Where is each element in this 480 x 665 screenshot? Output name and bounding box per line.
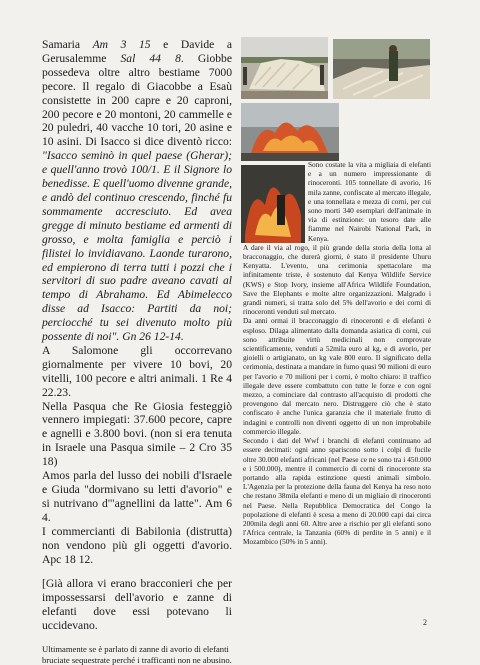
page-number: 2 [423, 618, 427, 627]
paragraph-josiah: Nella Pasqua che Re Giosia festeggiò vennero impiegati: 37.600 pecore, capre e agnelli e 3.800 bovi. (non si era tenuta in Israele una Pasqua simile – 2 Cro 35 18) [42, 399, 232, 469]
paragraph-solomon: A Salomone gli occorrevano giornalmente per vivere 10 bovi, 20 vitelli, 100 pecore e altri animali. 1 Re 4 22.23. [42, 343, 232, 399]
paragraph-amos: Amos parla del lusso dei nobili d'Israele e Giuda "dormivano su letti d'avorio" e si nutrivano d'"agnellini da latte". Am 6 4. [42, 469, 232, 524]
citation: Am 3 15 [92, 38, 151, 51]
article-paragraph: Secondo i dati del Wwf i branchi di elefanti continuano ad essere decimati: ogni anno spariscono sotto i colpi di fucile oltre 30.000 elefanti africani (nel Paese ce ne sono tra i 450.000 e i 500.000), mentre il commercio di corni di rinoceronte sta portando alla rapida estinzione questi animali simbolo. L'Agenzia per la protezione della fauna del Kenya ha reso noto che restano 38mila elefanti e meno di un migliaio di rinoceronti nel Paese. Nella Repubblica Democratica del Congo la popolazione di elefanti è scesa a meno di 20.000 capi dai circa 200mila degli anni 60. Altre aree a rischio per gli elefanti sono l'Africa centrale, la Tanzania (60% di perdite in 5 anni) e il Mozambico (50% in 5 anni). [243, 436, 431, 547]
text: . Giobbe possedeva oltre altro bestiame 7000 pecore. Il regalo di Giacobbe a Esaù consistette in 200 capre e 20 caproni, 200 pecore e 20 montoni, 20 cammelle e 20 puledri, 40 vacche 10 tori, 20 asine e 10 asini. Di Isacco si dice diventò ricco: [42, 51, 232, 149]
citation: Sal 44 8 [120, 51, 181, 65]
paragraph-babylon: I commercianti di Babilonia (distrutta) non vendono più gli oggetti d'avorio. Apc 18 12. [42, 524, 232, 566]
article-lead: Sono costate la vita a migliaia di elefanti e a un numero impressionante di rinoceronti. 105 tonnellate di avorio, 16 mila zanne, confiscate al mercato illegale, e una tonnellata e mezza di corni, per cui sono morti 340 esemplari dell'animale in via di estinzione: un tesoro date alle fiamme nel Nairobi National Park, in Kenya. [308, 160, 431, 243]
left-column [42, 38, 232, 665]
paragraph-livestock [42, 38, 232, 344]
article-paragraph: Da anni ormai il bracconaggio di rinoceronti e di elefanti è esploso. Dilaga alimentato dalla domanda asiatica di corni, cui sono attribuite virtù medicinali non comprovate scientificamente, venduti a 52mila euro al kg, e di avorio, per gioielli o artigianato, un kg vale 800 euro. Il significato della cerimonia, destinata a mandare in fumo quasi 90 milioni di euro per l'avorio e 70 milioni per i corni, è molto chiaro: il traffico illegale deve essere combattuto con tutte le forze e con ogni mezzo, a cominciare dal contrasto all'acquisto di prodotti che provengono dal mercato nero. Distruggere ciò che è stato confiscato è anche l'unica garanzia che il materiale frutto di indagini e controlli non diventi oggetto di un non improbabile commercio illegale. [243, 316, 431, 436]
ivory-pile-photo [241, 37, 328, 99]
isaac-quote: "Isacco seminò in quel paese (Gherar); e quell'anno trovò 100/1. E il Signore lo benedisse. E quell'uomo divenne grande, e andò del continuo crescendo, finché fu sommamente accresciuto. Ed avea gregge di minuto bestiame ed armenti di grosso, e molta famiglia e perciò i filistei lo invidiavano. Laonde turarono, ed empierono di terra tutti i pozzi che i servitori di suo padre aveano cavati al tempo di Abrahamo. Ed Abimelecco disse ad Isacco: Partiti da noi; perciocché tu sei divenuto molto più possente di noi". Gn 26 12-14. [42, 149, 232, 344]
news-article [243, 160, 431, 547]
ranger-tusks-photo [333, 39, 430, 99]
text: Samaria [42, 38, 93, 51]
article-paragraph: A dare il via al rogo, il più grande della storia della lotta al bracconaggio, che durerà giorni, è stato il presidente Uhuru Kenyatta. L'evento, una cerimonia spettacolare ma infinitamente triste, è sostenuto dal Kenya Wildlife Service (KWS) e Stop Ivory, insieme all'Africa Wildlife Foundation, Save the Elephants e molte altre organizzazioni. Malgrado i grandi numeri, si tratta solo del 5% dell'avorio e dei corni di rinoceronti venduti sul mercato. [243, 242, 431, 317]
burning-pyre-photo [241, 103, 339, 161]
paragraph-poachers: [Già allora vi erano bracconieri che per impossessarsi dell'avorio e zanne di elefanti dove essi potevano li uccidevano. [42, 577, 232, 633]
text: e Davide a Gerusalemme [42, 38, 233, 65]
paragraph-ivory-burned: Ultimamente se è parlato di zanne di avorio di elefanti bruciate sequestrate perché i trafficanti non ne abusino. [42, 644, 232, 665]
